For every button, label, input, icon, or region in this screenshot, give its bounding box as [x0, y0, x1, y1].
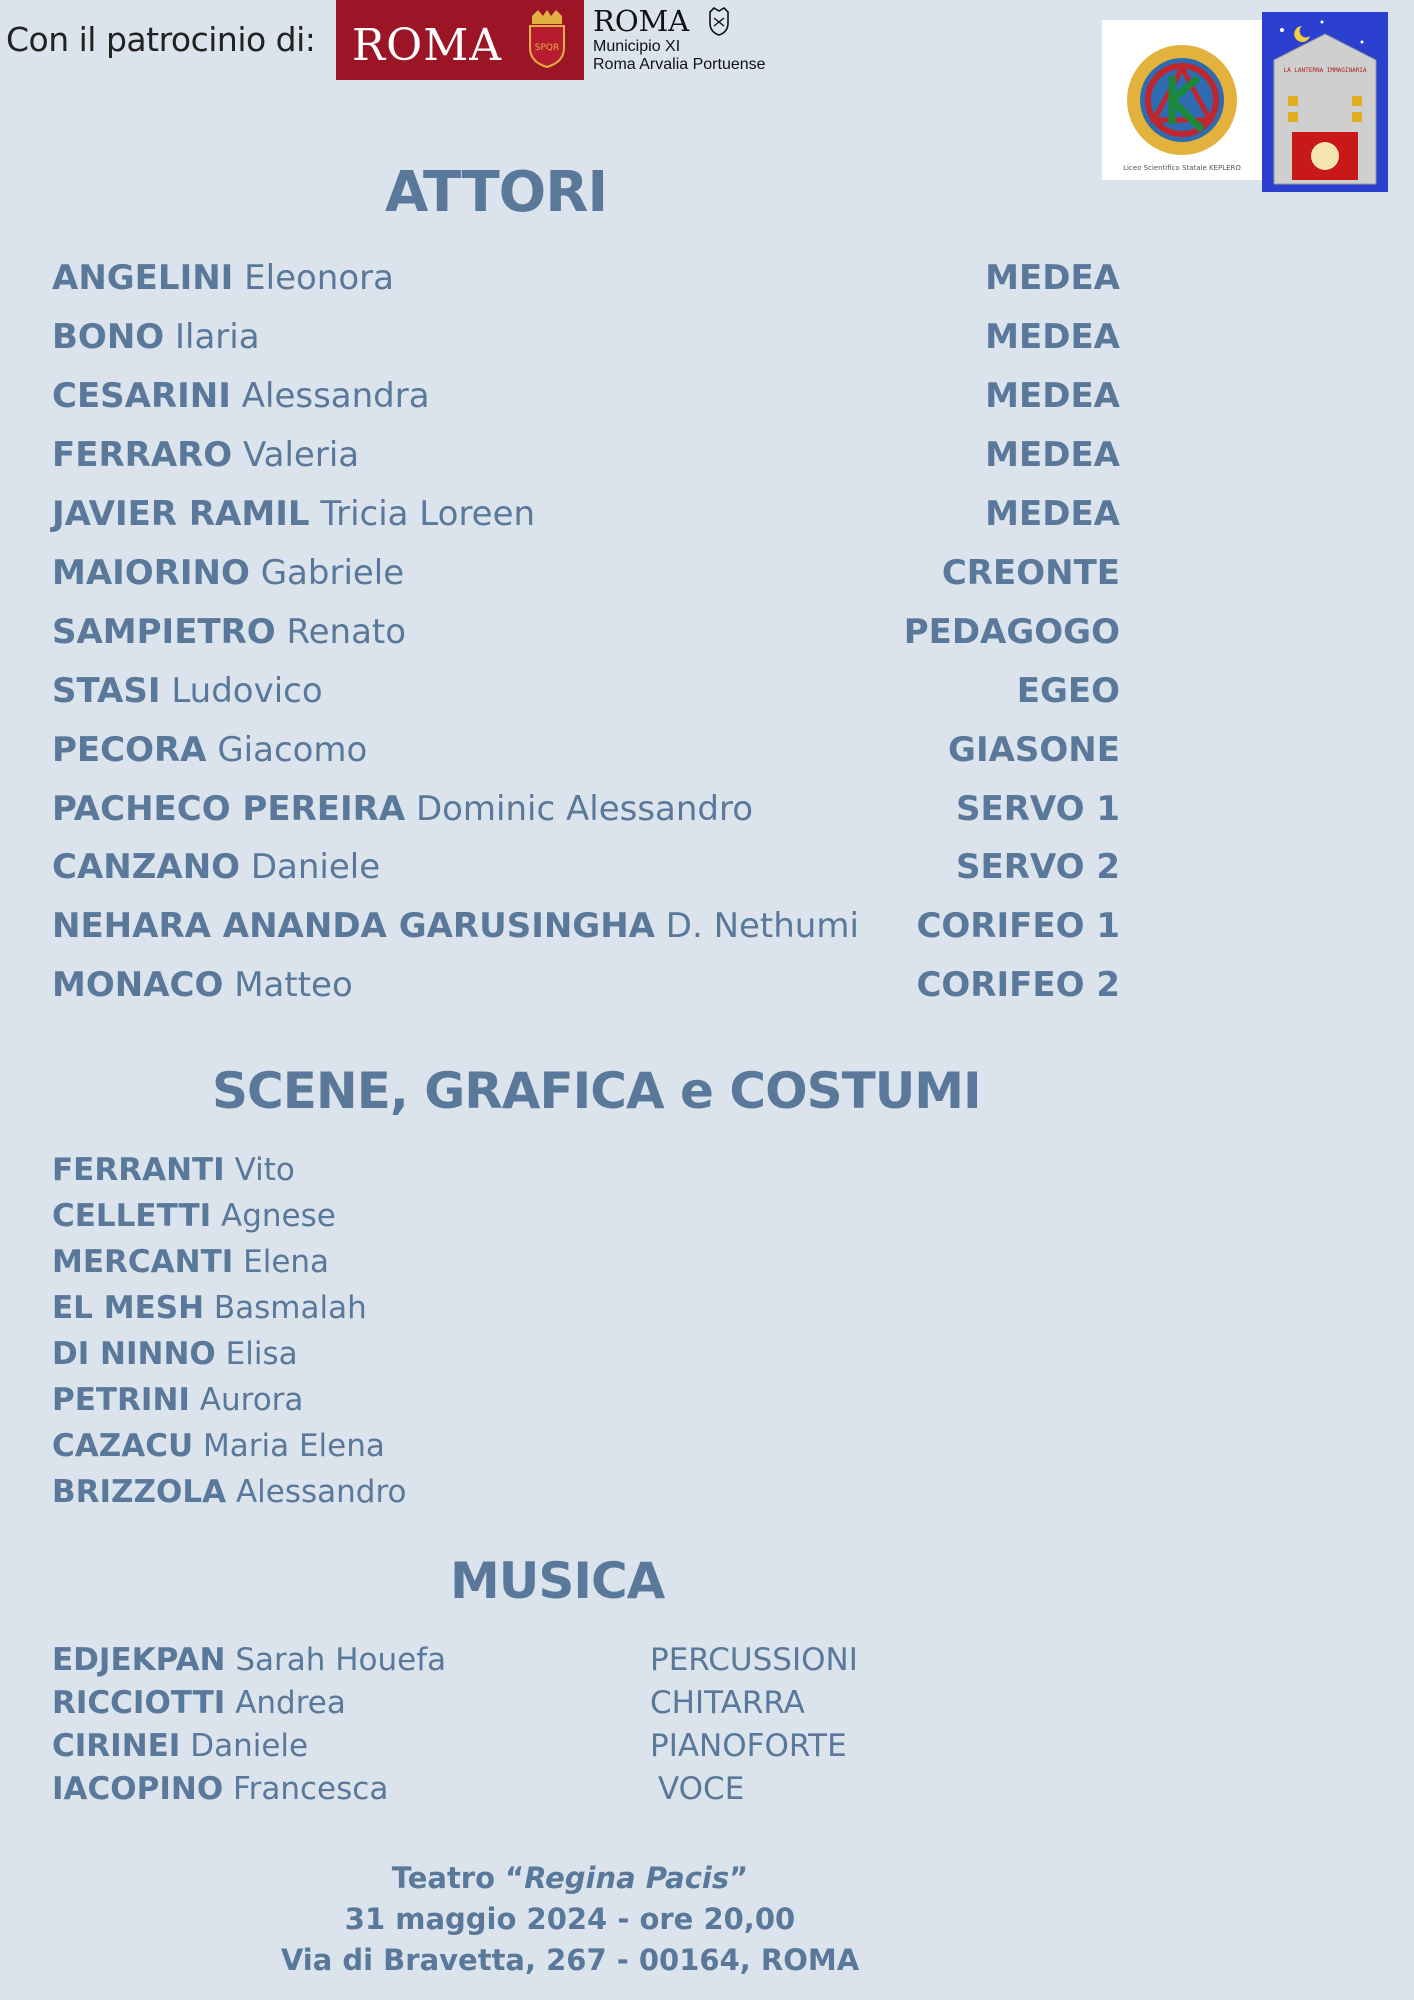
crew-surname: BRIZZOLA [52, 1474, 227, 1510]
crew-row [52, 1290, 367, 1326]
actor-role: SERVO 2 [955, 847, 1120, 887]
actor-role: GIASONE [948, 730, 1120, 770]
actor-surname: JAVIER RAMIL [52, 494, 310, 534]
crew-surname: PETRINI [52, 1382, 190, 1418]
crew-row [52, 1198, 336, 1234]
musician-surname: CIRINEI [52, 1728, 181, 1764]
roma-capitale-logo [336, 0, 584, 80]
actor-role: CREONTE [941, 553, 1120, 593]
musician-surname: RICCIOTTI [52, 1685, 226, 1721]
actor-row [52, 258, 1120, 298]
actor-row [52, 494, 1120, 534]
crew-row [52, 1474, 407, 1510]
actor-name: Daniele [250, 847, 381, 887]
svg-text:SPQR: SPQR [534, 43, 560, 53]
musician-row [52, 1685, 952, 1721]
crew-row [52, 1336, 298, 1372]
musician-row [52, 1728, 952, 1764]
actor-name: Ilaria [175, 317, 260, 357]
patrocinio-label: Con il patrocinio di: [6, 20, 316, 59]
roma-logo-text: ROMA [352, 20, 503, 71]
actor-row [52, 612, 1120, 652]
actor-name: Matteo [234, 965, 353, 1005]
actor-row [52, 847, 1120, 887]
actor-role: MEDEA [985, 494, 1120, 534]
crew-surname: FERRANTI [52, 1152, 225, 1188]
actor-role: CORIFEO 1 [916, 906, 1120, 946]
lanterna-immaginaria-logo [1262, 12, 1388, 192]
musician-instrument: VOCE [658, 1771, 745, 1807]
municipio-shield-icon [708, 6, 730, 36]
actor-role: CORIFEO 2 [916, 965, 1120, 1005]
crew-name: Elena [243, 1244, 330, 1280]
musician-name: Sarah Houefa [235, 1642, 447, 1678]
municipio-title: ROMA [593, 4, 690, 38]
event-date: 31 maggio 2024 - ore 20,00 [344, 1902, 796, 1936]
municipio-line2: Roma Arvalia Portuense [593, 56, 766, 73]
actor-row [52, 671, 1120, 711]
actor-role: MEDEA [985, 317, 1120, 357]
crew-row [52, 1428, 385, 1464]
actor-name: Tricia Loreen [320, 494, 536, 534]
musician-row [52, 1771, 952, 1807]
actor-surname: MAIORINO [52, 553, 250, 593]
actor-surname: CESARINI [52, 376, 231, 416]
crew-name: Agnese [221, 1198, 336, 1234]
municipio-logo [593, 4, 766, 74]
keplero-logo-text: Liceo Scientifico Statale KEPLERO [1123, 164, 1241, 172]
crew-name: Aurora [199, 1382, 304, 1418]
crew-surname: DI NINNO [52, 1336, 216, 1372]
roma-crest-icon [526, 10, 568, 68]
musician-name: Andrea [235, 1685, 346, 1721]
actor-name: D. Nethumi [665, 906, 859, 946]
actor-surname: FERRARO [52, 435, 233, 475]
event-info [0, 1858, 1140, 1981]
actor-role: MEDEA [985, 376, 1120, 416]
actor-name: Giacomo [217, 730, 368, 770]
teatro-name: Regina Pacis [524, 1861, 730, 1895]
actor-role: SERVO 1 [955, 789, 1120, 829]
actor-surname: PECORA [52, 730, 207, 770]
musician-row [52, 1642, 952, 1678]
actor-surname: STASI [52, 671, 161, 711]
crew-surname: EL MESH [52, 1290, 205, 1326]
crew-surname: CAZACU [52, 1428, 194, 1464]
actor-name: Alessandra [241, 376, 430, 416]
actor-row [52, 376, 1120, 416]
musician-instrument: PERCUSSIONI [650, 1642, 858, 1678]
actor-row [52, 965, 1120, 1005]
actor-surname: PACHECO PEREIRA [52, 789, 406, 829]
actor-row [52, 317, 1120, 357]
actor-role: PEDAGOGO [903, 612, 1120, 652]
actor-name: Valeria [243, 435, 360, 475]
crew-surname: MERCANTI [52, 1244, 234, 1280]
actor-name: Dominic Alessandro [415, 789, 754, 829]
actor-surname: NEHARA ANANDA GARUSINGHA [52, 906, 655, 946]
actor-row [52, 789, 1120, 829]
actor-row [52, 730, 1120, 770]
keplero-logo [1102, 20, 1262, 180]
actor-name: Ludovico [171, 671, 323, 711]
crew-name: Basmalah [213, 1290, 367, 1326]
actor-name: Eleonora [244, 258, 394, 298]
actor-surname: MONACO [52, 965, 224, 1005]
actor-row [52, 435, 1120, 475]
lanterna-logo-text: LA LANTERNA IMMAGINARIA [1283, 67, 1367, 74]
musician-instrument: CHITARRA [650, 1685, 805, 1721]
actor-row [52, 906, 1120, 946]
musician-surname: IACOPINO [52, 1771, 224, 1807]
musician-name: Francesca [233, 1771, 389, 1807]
crew-name: Elisa [225, 1336, 298, 1372]
actor-role: MEDEA [985, 435, 1120, 475]
actor-surname: SAMPIETRO [52, 612, 276, 652]
crew-surname: CELLETTI [52, 1198, 212, 1234]
municipio-line1: Municipio XI [593, 38, 681, 55]
actor-role: EGEO [1016, 671, 1120, 711]
actor-surname: CANZANO [52, 847, 241, 887]
actor-surname: ANGELINI [52, 258, 234, 298]
musica-heading: MUSICA [450, 1552, 665, 1610]
actor-name: Renato [286, 612, 407, 652]
crew-row [52, 1382, 303, 1418]
crew-name: Alessandro [235, 1474, 407, 1510]
teatro-prefix: Teatro “ [391, 1861, 525, 1895]
lanterna-house-icon [1262, 12, 1388, 192]
actor-surname: BONO [52, 317, 165, 357]
actor-row [52, 553, 1120, 593]
musician-instrument: PIANOFORTE [650, 1728, 847, 1764]
crew-row [52, 1244, 329, 1280]
crew-name: Maria Elena [203, 1428, 385, 1464]
attori-heading: ATTORI [385, 160, 608, 225]
event-address: Via di Bravetta, 267 - 00164, ROMA [280, 1943, 860, 1977]
scene-heading: SCENE, GRAFICA e COSTUMI [212, 1062, 981, 1120]
teatro-suffix: ” [729, 1861, 749, 1895]
actor-role: MEDEA [985, 258, 1120, 298]
teatro-line [0, 1858, 1140, 1899]
musician-surname: EDJEKPAN [52, 1642, 226, 1678]
crew-row [52, 1152, 295, 1188]
musician-name: Daniele [190, 1728, 309, 1764]
keplero-emblem-icon [1102, 20, 1262, 180]
crew-name: Vito [234, 1152, 295, 1188]
actor-name: Gabriele [260, 553, 405, 593]
